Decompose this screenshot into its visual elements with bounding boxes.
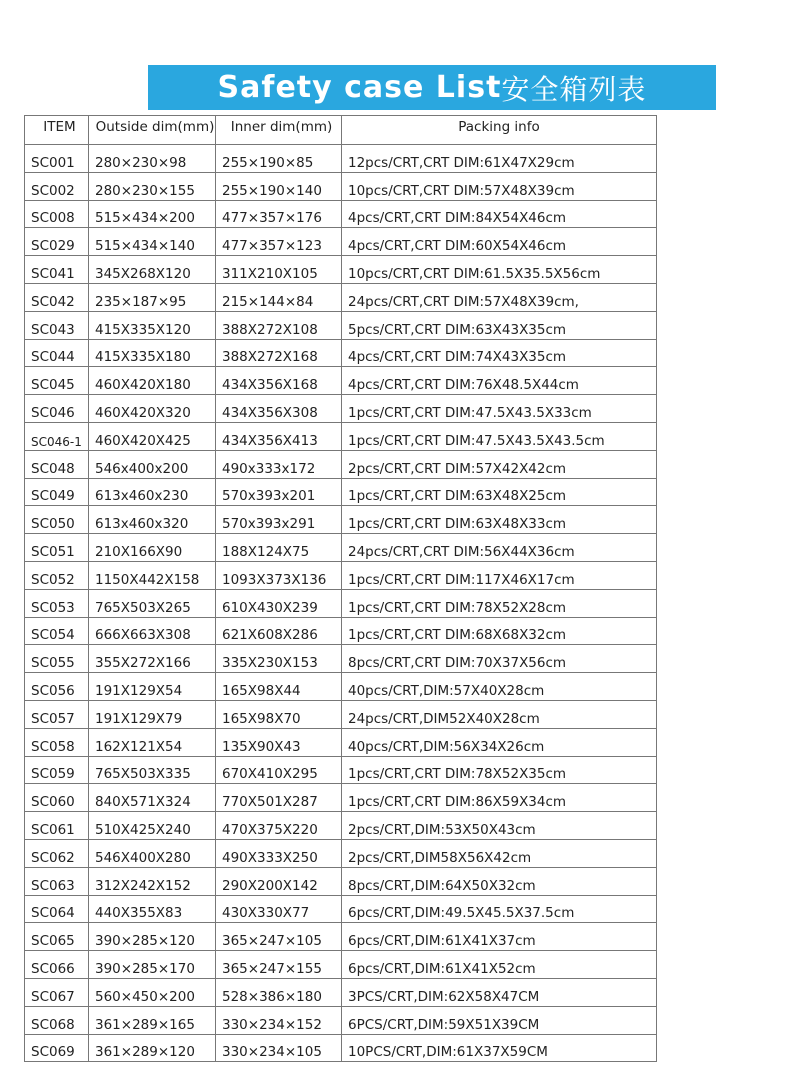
cell-outside-dim: 460X420X180 — [89, 367, 216, 395]
table-row — [25, 478, 657, 506]
table-row — [25, 812, 657, 840]
cell-outside-dim: 546X400X280 — [89, 839, 216, 867]
cell-inner-dim: 570x393x201 — [216, 478, 342, 506]
table-row — [25, 506, 657, 534]
cell-inner-dim: 570x393x291 — [216, 506, 342, 534]
title-chinese: 安全箱列表 — [501, 72, 647, 106]
table-row — [25, 422, 657, 450]
cell-packing-info: 1pcs/CRT,CRT DIM:63X48X25cm — [342, 478, 657, 506]
cell-outside-dim: 355X272X166 — [89, 645, 216, 673]
table-row — [25, 867, 657, 895]
cell-item: SC042 — [25, 283, 89, 311]
cell-outside-dim: 415X335X180 — [89, 339, 216, 367]
table-row — [25, 1034, 657, 1062]
cell-inner-dim: 621X608X286 — [216, 617, 342, 645]
cell-outside-dim: 666X663X308 — [89, 617, 216, 645]
cell-item: SC041 — [25, 256, 89, 284]
cell-item: SC029 — [25, 228, 89, 256]
table-row — [25, 367, 657, 395]
table-row — [25, 784, 657, 812]
cell-item: SC044 — [25, 339, 89, 367]
cell-packing-info: 4pcs/CRT,CRT DIM:74X43X35cm — [342, 339, 657, 367]
cell-packing-info: 1pcs/CRT,CRT DIM:47.5X43.5X43.5cm — [342, 422, 657, 450]
cell-inner-dim: 135X90X43 — [216, 728, 342, 756]
cell-inner-dim: 311X210X105 — [216, 256, 342, 284]
cell-item: SC043 — [25, 311, 89, 339]
header-outside-dim: Outside dim(mm) — [89, 116, 216, 145]
cell-packing-info: 1pcs/CRT,CRT DIM:86X59X34cm — [342, 784, 657, 812]
cell-inner-dim: 1093X373X136 — [216, 561, 342, 589]
cell-outside-dim: 415X335X120 — [89, 311, 216, 339]
table-row — [25, 200, 657, 228]
cell-item: SC053 — [25, 589, 89, 617]
table-row — [25, 534, 657, 562]
cell-item: SC057 — [25, 700, 89, 728]
table-row — [25, 395, 657, 423]
cell-packing-info: 24pcs/CRT,DIM52X40X28cm — [342, 700, 657, 728]
table-row — [25, 923, 657, 951]
table-row — [25, 728, 657, 756]
cell-inner-dim: 477×357×176 — [216, 200, 342, 228]
cell-packing-info: 4pcs/CRT,CRT DIM:76X48.5X44cm — [342, 367, 657, 395]
cell-packing-info: 1pcs/CRT,CRT DIM:117X46X17cm — [342, 561, 657, 589]
cell-outside-dim: 460X420X425 — [89, 422, 216, 450]
cell-item: SC060 — [25, 784, 89, 812]
cell-inner-dim: 434X356X168 — [216, 367, 342, 395]
cell-outside-dim: 312X242X152 — [89, 867, 216, 895]
cell-item: SC061 — [25, 812, 89, 840]
cell-inner-dim: 477×357×123 — [216, 228, 342, 256]
cell-inner-dim: 434X356X413 — [216, 422, 342, 450]
table-row — [25, 561, 657, 589]
cell-packing-info: 8pcs/CRT,DIM:64X50X32cm — [342, 867, 657, 895]
cell-item: SC066 — [25, 951, 89, 979]
cell-packing-info: 10pcs/CRT,CRT DIM:61.5X35.5X56cm — [342, 256, 657, 284]
cell-item: SC059 — [25, 756, 89, 784]
cell-packing-info: 10PCS/CRT,DIM:61X37X59CM — [342, 1034, 657, 1062]
cell-outside-dim: 515×434×200 — [89, 200, 216, 228]
table-row — [25, 951, 657, 979]
cell-inner-dim: 770X501X287 — [216, 784, 342, 812]
cell-inner-dim: 255×190×85 — [216, 145, 342, 173]
table-row — [25, 589, 657, 617]
cell-item: SC063 — [25, 867, 89, 895]
table-row — [25, 645, 657, 673]
table-row — [25, 839, 657, 867]
cell-inner-dim: 165X98X70 — [216, 700, 342, 728]
cell-outside-dim: 191X129X54 — [89, 673, 216, 701]
cell-packing-info: 3PCS/CRT,DIM:62X58X47CM — [342, 978, 657, 1006]
cell-outside-dim: 390×285×170 — [89, 951, 216, 979]
cell-inner-dim: 670X410X295 — [216, 756, 342, 784]
cell-packing-info: 4pcs/CRT,CRT DIM:60X54X46cm — [342, 228, 657, 256]
table-row — [25, 339, 657, 367]
cell-packing-info: 5pcs/CRT,CRT DIM:63X43X35cm — [342, 311, 657, 339]
cell-packing-info: 24pcs/CRT,CRT DIM:56X44X36cm — [342, 534, 657, 562]
cell-packing-info: 2pcs/CRT,DIM:53X50X43cm — [342, 812, 657, 840]
cell-packing-info: 40pcs/CRT,DIM:56X34X26cm — [342, 728, 657, 756]
cell-outside-dim: 345X268X120 — [89, 256, 216, 284]
cell-outside-dim: 765X503X265 — [89, 589, 216, 617]
cell-item: SC055 — [25, 645, 89, 673]
table-row — [25, 756, 657, 784]
table-row — [25, 450, 657, 478]
cell-inner-dim: 330×234×105 — [216, 1034, 342, 1062]
cell-item: SC054 — [25, 617, 89, 645]
table-row — [25, 1006, 657, 1034]
cell-packing-info: 2pcs/CRT,CRT DIM:57X42X42cm — [342, 450, 657, 478]
cell-item: SC008 — [25, 200, 89, 228]
cell-outside-dim: 510X425X240 — [89, 812, 216, 840]
cell-outside-dim: 765X503X335 — [89, 756, 216, 784]
cell-inner-dim: 434X356X308 — [216, 395, 342, 423]
cell-item: SC064 — [25, 895, 89, 923]
cell-packing-info: 6PCS/CRT,DIM:59X51X39CM — [342, 1006, 657, 1034]
header-inner-dim: Inner dim(mm) — [216, 116, 342, 145]
table-body — [25, 145, 657, 1062]
table-row — [25, 228, 657, 256]
header-item: ITEM — [25, 116, 89, 145]
cell-item: SC052 — [25, 561, 89, 589]
cell-inner-dim: 290X200X142 — [216, 867, 342, 895]
table-row — [25, 978, 657, 1006]
title-banner — [148, 65, 716, 110]
cell-inner-dim: 330×234×152 — [216, 1006, 342, 1034]
cell-item: SC045 — [25, 367, 89, 395]
cell-item: SC062 — [25, 839, 89, 867]
cell-inner-dim: 430X330X77 — [216, 895, 342, 923]
cell-outside-dim: 361×289×165 — [89, 1006, 216, 1034]
cell-outside-dim: 235×187×95 — [89, 283, 216, 311]
table-header-row — [25, 116, 657, 145]
table-row — [25, 145, 657, 173]
cell-outside-dim: 280×230×155 — [89, 172, 216, 200]
cell-inner-dim: 388X272X108 — [216, 311, 342, 339]
cell-inner-dim: 490X333X250 — [216, 839, 342, 867]
cell-inner-dim: 215×144×84 — [216, 283, 342, 311]
cell-packing-info: 6pcs/CRT,DIM:49.5X45.5X37.5cm — [342, 895, 657, 923]
cell-packing-info: 2pcs/CRT,DIM58X56X42cm — [342, 839, 657, 867]
cell-item: SC069 — [25, 1034, 89, 1062]
safety-case-table — [24, 115, 657, 1062]
cell-packing-info: 1pcs/CRT,CRT DIM:78X52X28cm — [342, 589, 657, 617]
cell-item: SC065 — [25, 923, 89, 951]
cell-outside-dim: 191X129X79 — [89, 700, 216, 728]
cell-packing-info: 6pcs/CRT,DIM:61X41X52cm — [342, 951, 657, 979]
title-english: Safety case List — [217, 70, 502, 105]
cell-inner-dim: 365×247×155 — [216, 951, 342, 979]
cell-outside-dim: 390×285×120 — [89, 923, 216, 951]
cell-inner-dim: 490x333x172 — [216, 450, 342, 478]
cell-inner-dim: 528×386×180 — [216, 978, 342, 1006]
cell-outside-dim: 162X121X54 — [89, 728, 216, 756]
cell-outside-dim: 560×450×200 — [89, 978, 216, 1006]
table-row — [25, 256, 657, 284]
cell-item: SC056 — [25, 673, 89, 701]
table-row — [25, 700, 657, 728]
cell-item: SC068 — [25, 1006, 89, 1034]
cell-item: SC051 — [25, 534, 89, 562]
table-row — [25, 172, 657, 200]
cell-outside-dim: 280×230×98 — [89, 145, 216, 173]
cell-item: SC046-1 — [25, 422, 89, 450]
cell-outside-dim: 460X420X320 — [89, 395, 216, 423]
cell-item: SC049 — [25, 478, 89, 506]
cell-item: SC050 — [25, 506, 89, 534]
cell-outside-dim: 613x460x230 — [89, 478, 216, 506]
cell-item: SC048 — [25, 450, 89, 478]
cell-packing-info: 6pcs/CRT,DIM:61X41X37cm — [342, 923, 657, 951]
cell-inner-dim: 610X430X239 — [216, 589, 342, 617]
cell-outside-dim: 515×434×140 — [89, 228, 216, 256]
cell-inner-dim: 165X98X44 — [216, 673, 342, 701]
cell-item: SC067 — [25, 978, 89, 1006]
cell-outside-dim: 840X571X324 — [89, 784, 216, 812]
table-row — [25, 311, 657, 339]
cell-packing-info: 1pcs/CRT,CRT DIM:47.5X43.5X33cm — [342, 395, 657, 423]
cell-packing-info: 40pcs/CRT,DIM:57X40X28cm — [342, 673, 657, 701]
cell-item: SC058 — [25, 728, 89, 756]
cell-outside-dim: 361×289×120 — [89, 1034, 216, 1062]
table-row — [25, 617, 657, 645]
cell-packing-info: 24pcs/CRT,CRT DIM:57X48X39cm, — [342, 283, 657, 311]
cell-inner-dim: 388X272X168 — [216, 339, 342, 367]
cell-outside-dim: 613x460x320 — [89, 506, 216, 534]
cell-item: SC002 — [25, 172, 89, 200]
header-packing-info: Packing info — [342, 116, 657, 145]
cell-packing-info: 4pcs/CRT,CRT DIM:84X54X46cm — [342, 200, 657, 228]
cell-inner-dim: 365×247×105 — [216, 923, 342, 951]
cell-outside-dim: 210X166X90 — [89, 534, 216, 562]
cell-packing-info: 1pcs/CRT,CRT DIM:78X52X35cm — [342, 756, 657, 784]
cell-item: SC001 — [25, 145, 89, 173]
cell-inner-dim: 255×190×140 — [216, 172, 342, 200]
cell-inner-dim: 188X124X75 — [216, 534, 342, 562]
cell-outside-dim: 440X355X83 — [89, 895, 216, 923]
cell-packing-info: 1pcs/CRT,CRT DIM:63X48X33cm — [342, 506, 657, 534]
cell-packing-info: 12pcs/CRT,CRT DIM:61X47X29cm — [342, 145, 657, 173]
table-row — [25, 283, 657, 311]
cell-item: SC046 — [25, 395, 89, 423]
cell-packing-info: 10pcs/CRT,CRT DIM:57X48X39cm — [342, 172, 657, 200]
cell-inner-dim: 470X375X220 — [216, 812, 342, 840]
cell-inner-dim: 335X230X153 — [216, 645, 342, 673]
cell-packing-info: 1pcs/CRT,CRT DIM:68X68X32cm — [342, 617, 657, 645]
cell-outside-dim: 1150X442X158 — [89, 561, 216, 589]
table-row — [25, 673, 657, 701]
table-row — [25, 895, 657, 923]
cell-packing-info: 8pcs/CRT,CRT DIM:70X37X56cm — [342, 645, 657, 673]
cell-outside-dim: 546x400x200 — [89, 450, 216, 478]
